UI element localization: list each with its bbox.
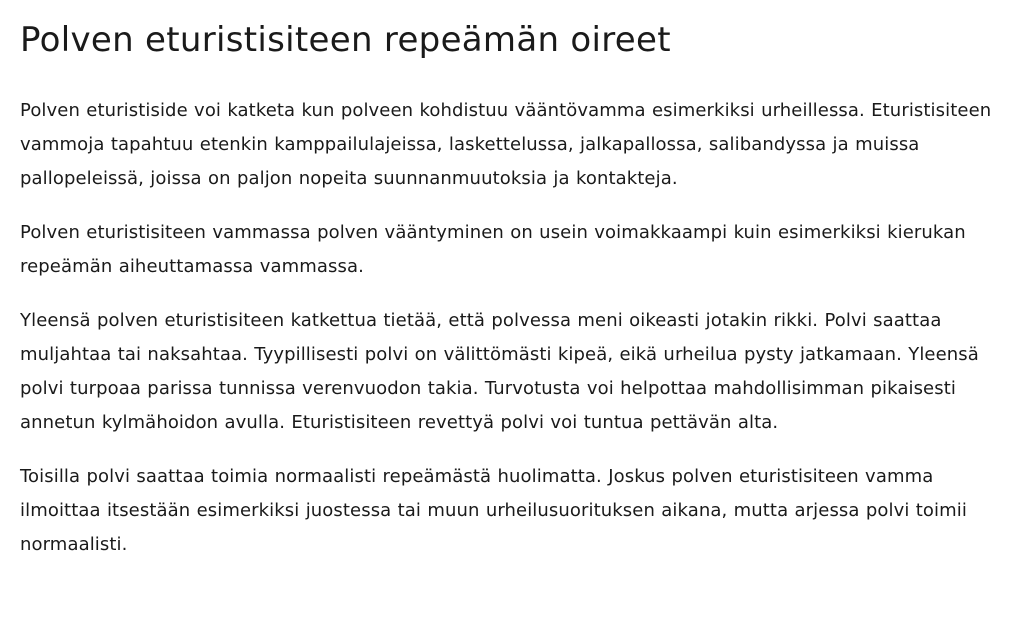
paragraph-injury-mechanism: Polven eturistiside voi katketa kun polveen kohdistuu vääntövamma esimerkiksi urheillessa. Eturistisiteen vammoja tapahtuu etenkin kamppailulajeissa, laskettelussa, jalkapallossa, salibandyssa ja muissa pallopeleissä, joissa on paljon nopeita suunnanmuutoksia ja kontakteja. [20,100,992,189]
paragraph-variation: Toisilla polvi saattaa toimia normaalisti repeämästä huolimatta. Joskus polven eturistisiteen vamma ilmoittaa itsestään esimerkiksi juostessa tai muun urheilusuorituksen aikana, mutta arjessa polvi toimii normaalisti. [20,466,967,555]
paragraph-comparison: Polven eturistisiteen vammassa polven vääntyminen on usein voimakkaampi kuin esimerkiksi kierukan repeämän aiheuttamassa vammassa. [20,222,966,277]
page-title: Polven eturistisiteen repeämän oireet [20,20,671,60]
paragraph-symptoms: Yleensä polven eturistisiteen katkettua tietää, että polvessa meni oikeasti jotakin rikki. Polvi saattaa muljahtaa tai naksahtaa. Tyypillisesti polvi on välittömästi kipeä, eikä urheilua pysty jatkamaan. Yleensä polvi turpoaa parissa tunnissa verenvuodon takia. Turvotusta voi helpottaa mahdollisimman pikaisesti annetun kylmähoidon avulla. Eturistisiteen revettyä polvi voi tuntua pettävän alta. [20,310,979,433]
